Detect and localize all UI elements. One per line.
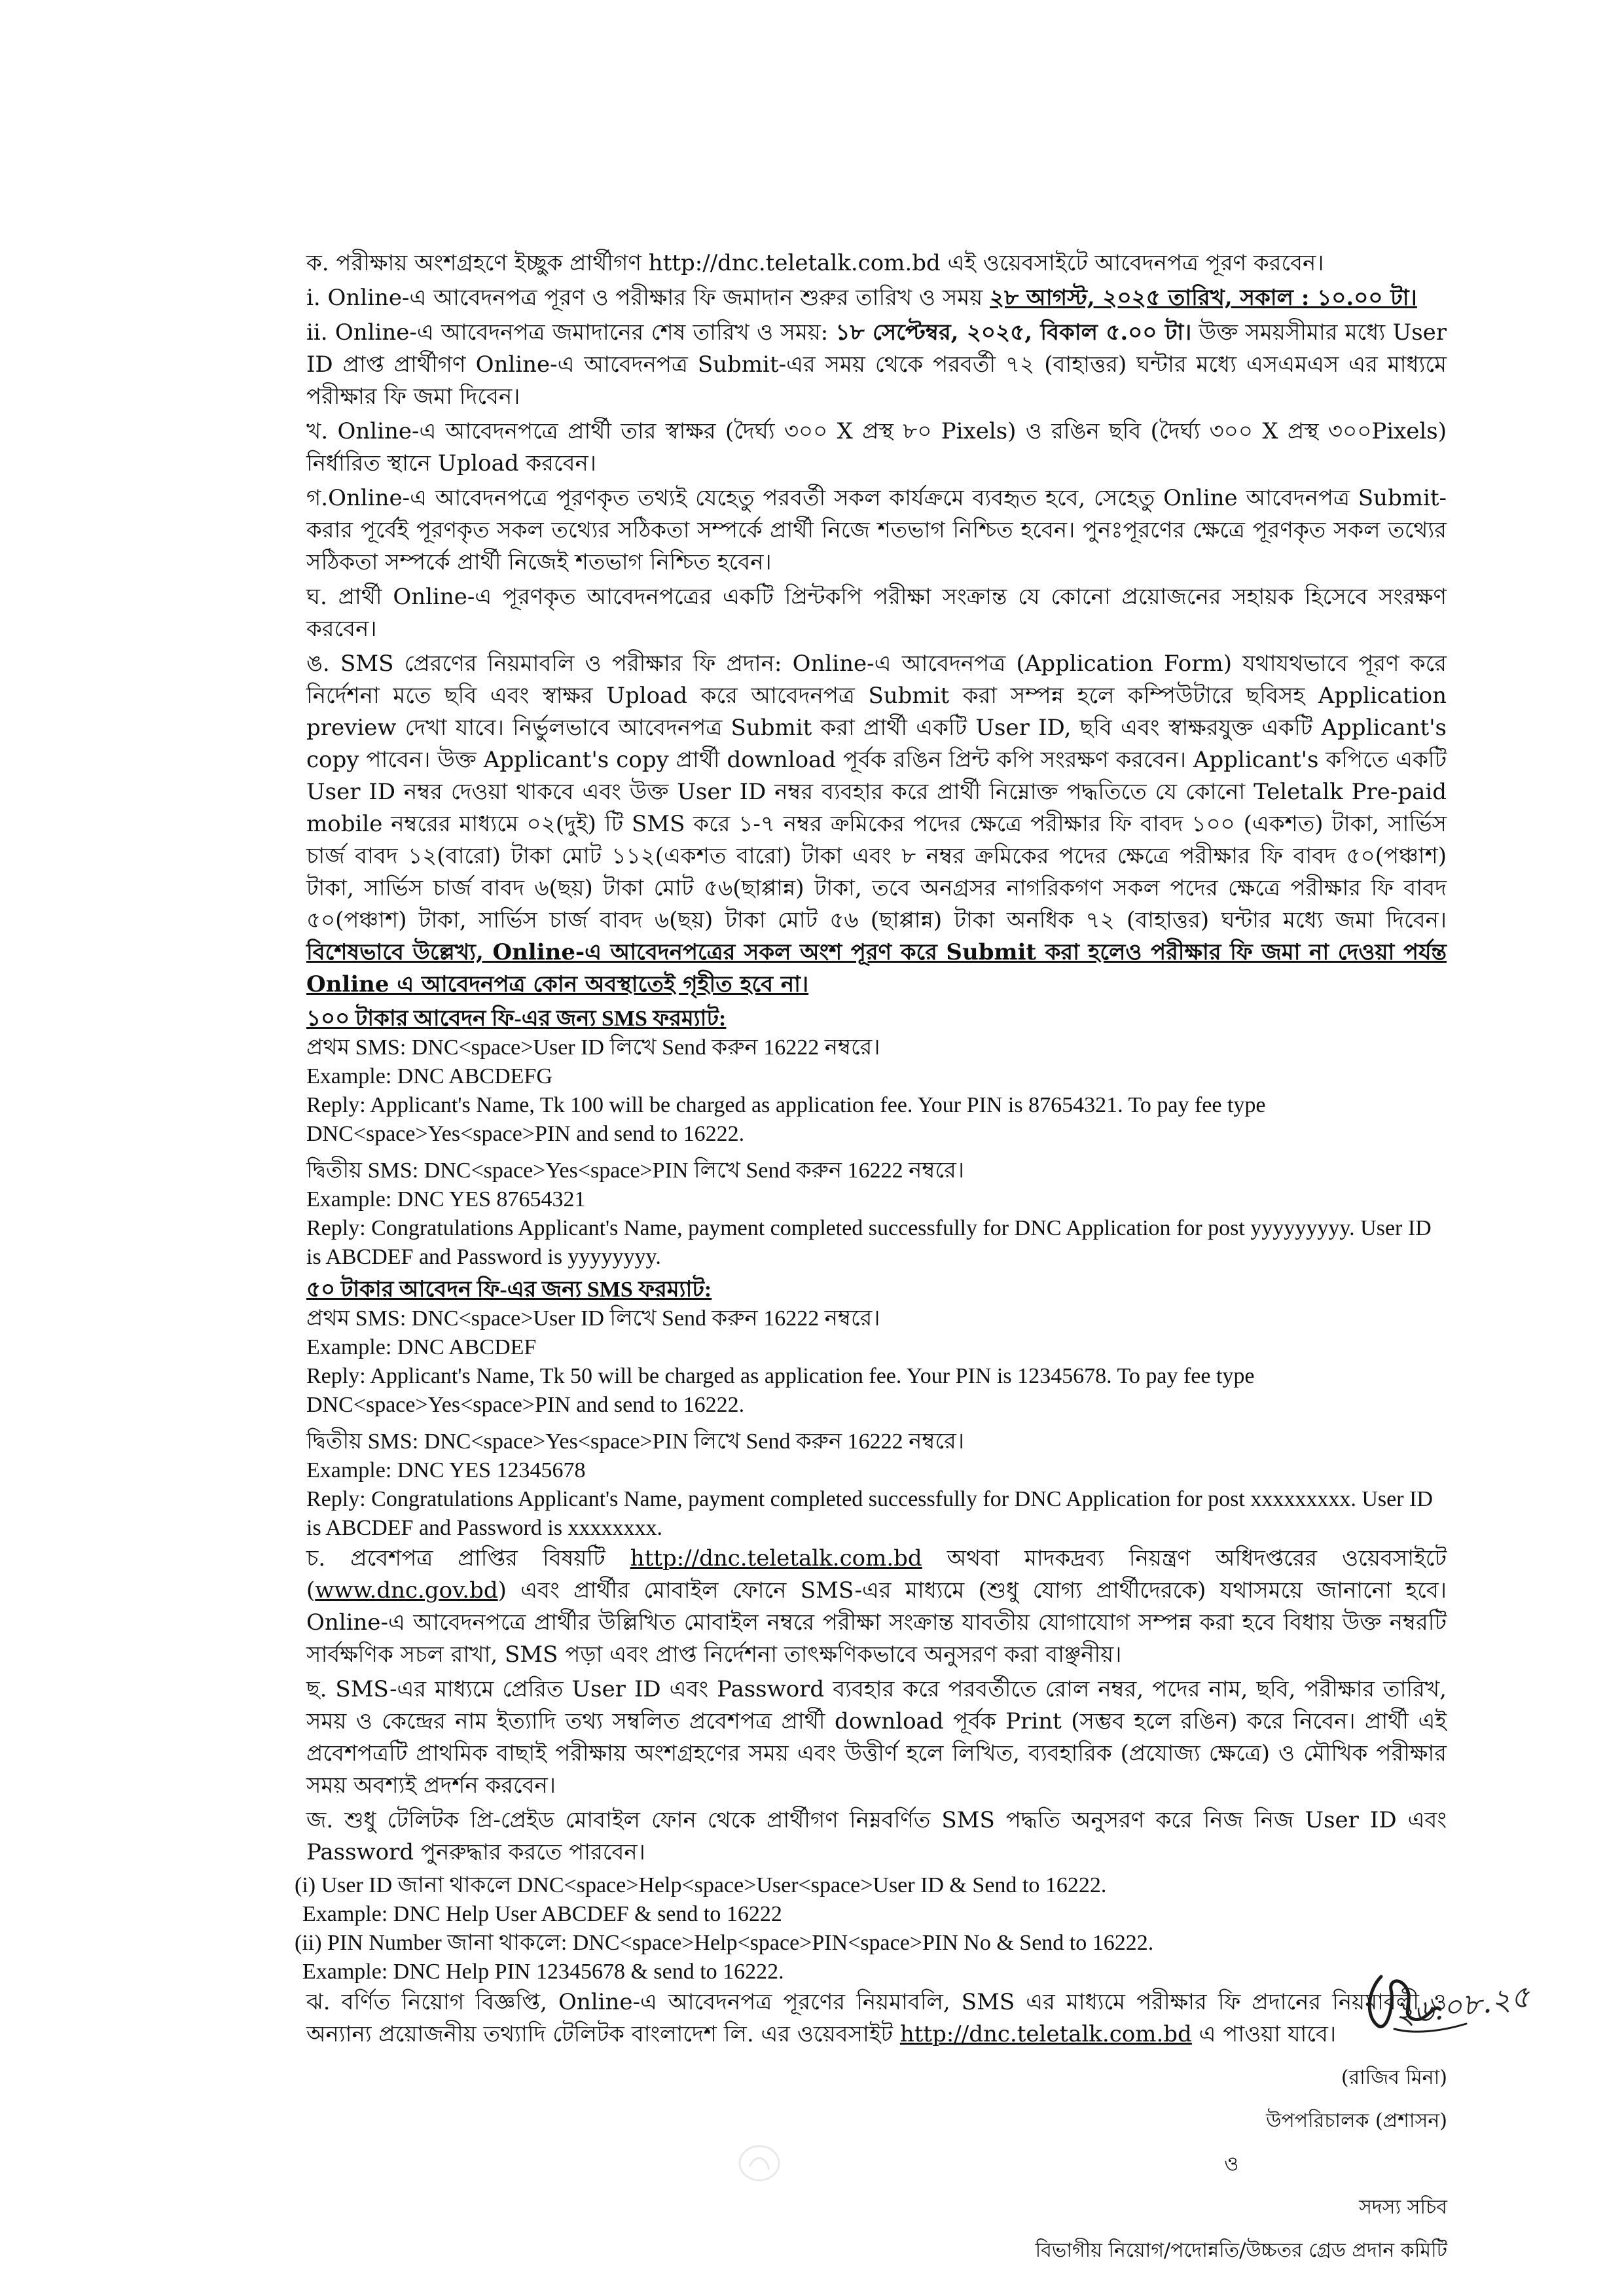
help-user-id: (i) User ID জানা থাকলে DNC<space>Help<space>User<space>User ID & Send to 16222.	[295, 1873, 1107, 1897]
signatory-role: সদস্য সচিব	[1359, 2196, 1447, 2219]
sms-100-first-example: Example: DNC ABCDEFG	[306, 1064, 552, 1088]
para-i	[306, 282, 1447, 314]
sms-50-second: দ্বিতীয় SMS: DNC<space>Yes<space>PIN লিখে Send করুন 16222 নম্বরে।	[306, 1429, 965, 1454]
sms-100-first-reply: Reply: Applicant's Name, Tk 100 will be charged as application fee. Your PIN is 87654321. To pay fee type DNC<space>Yes<space>PIN and send to 16222.	[306, 1093, 1266, 1146]
sms-50-first: প্রথম SMS: DNC<space>User ID লিখে Send করুন 16222 নম্বরে।	[306, 1306, 880, 1331]
dnc-gov-link[interactable]: www.dnc.gov.bd	[315, 1577, 498, 1604]
recovery-sms-list	[295, 1871, 1447, 1986]
sms-100-second: দ্বিতীয় SMS: DNC<space>Yes<space>PIN লিখে Send করুন 16222 নম্বরে।	[306, 1158, 965, 1183]
sms-50-first-example: Example: DNC ABCDEF	[306, 1335, 537, 1359]
signatory-name: (রাজিব মিনা)	[1341, 2066, 1447, 2089]
para-i-date: ২৮ আগস্ট, ২০২৫ তারিখ, সকাল : ১০.০০ টা।	[990, 285, 1417, 311]
para-ii-rest: উক্ত সময়সীমার মধ্যে User ID প্রাপ্ত প্রার্থীগণ Online-এ আবেদনপত্র Submit-এর সময় থেকে পরবর্তী ৭২ (বাহাত্তর) ঘন্টার মধ্যে এসএমএস এর মাধ্যমে পরীক্ষার ফি জমা দিবেন।	[306, 319, 1447, 410]
para-gha: ঘ. প্রার্থী Online-এ পূরণকৃত আবেদনপত্রের একটি প্রিন্টকপি পরীক্ষা সংক্রান্ত যে কোনো প্রয়োজনের সহায়ক হিসেবে সংরক্ষণ করবেন।	[306, 584, 1447, 642]
para-ga: গ.Online-এ আবেদনপত্রে পূরণকৃত তথ্যই যেহেতু পরবর্তী সকল কার্যক্রমে ব্যবহৃত হবে, সেহেতু Online আবেদনপত্র Submit-করার পূর্বেই পূরণকৃত সকল তথ্যের সঠিকতা সম্পর্কে প্রার্থী নিজে শতভাগ নিশ্চিত হবেন। পুনঃপূরণের ক্ষেত্রে পূরণকৃত সকল তথ্যের সঠিকতা সম্পর্কে প্রার্থী নিজেই শতভাগ নিশ্চিত হবেন।	[306, 485, 1447, 575]
para-ja: জ. শুধু টেলিটক প্রি-প্রেইড মোবাইল ফোন থেকে প্রার্থীগণ নিম্নবর্ণিত SMS পদ্ধতি অনুসরণ করে নিজ নিজ User ID এবং Password পুনরুদ্ধার করতে পারবেন।	[306, 1807, 1447, 1865]
help-user-id-example: Example: DNC Help User ABCDEF & send to 16222	[302, 1902, 782, 1926]
sms-100-first: প্রথম SMS: DNC<space>User ID লিখে Send করুন 16222 নম্বরে।	[306, 1035, 880, 1060]
sms-50-second-reply: Reply: Congratulations Applicant's Name, payment completed successfully for DNC Application for post xxxxxxxxx. User ID is ABCDEF and Password is xxxxxxxx.	[306, 1487, 1433, 1540]
sms-100-second-reply: Reply: Congratulations Applicant's Name, payment completed successfully for DNC Application for post yyyyyyyyy. User ID is ABCDEF and Password is yyyyyyyy.	[306, 1216, 1432, 1269]
help-pin: (ii) PIN Number জানা থাকলে: DNC<space>Help<space>PIN<space>PIN No & Send to 16222.	[295, 1931, 1154, 1955]
para-jha-post: এ পাওয়া যাবে।	[1191, 2021, 1337, 2047]
signatory-committee: বিভাগীয় নিয়োগ/পদোন্নতি/উচ্চতর গ্রেড প্রদান কমিটি	[1035, 2239, 1447, 2262]
para-cha	[306, 1543, 1447, 1671]
faint-stamp-mark	[733, 2140, 785, 2186]
para-uma-emphasis: বিশেষভাবে উল্লেখ্য, Online-এ আবেদনপত্রের সকল অংশ পূরণ করে Submit করা হলেও পরীক্ষার ফি জমা না দেওয়া পর্যন্ত Online এ আবেদনপত্র কোন অবস্থাতেই গৃহীত হবে না।	[306, 939, 1447, 997]
signature-date: ২৬.০৮.২৫	[1392, 1978, 1532, 2033]
teletalk-link[interactable]: http://dnc.teletalk.com.bd	[630, 1545, 922, 1571]
teletalk-link-footer[interactable]: http://dnc.teletalk.com.bd	[899, 2021, 1192, 2047]
sms-format-100	[306, 1005, 1447, 1272]
para-jha	[306, 1986, 1447, 2051]
para-ii	[306, 317, 1447, 413]
para-chha: ছ. SMS-এর মাধ্যমে প্রেরিত User ID এবং Password ব্যবহার করে পরবর্তীতে রোল নম্বর, পদের নাম, ছবি, পরীক্ষার তারিখ, সময় ও কেন্দ্রের নাম ইত্যাদি তথ্য সম্বলিত প্রবেশপত্র প্রার্থী download পূর্বক Print (সম্ভব হলে রঙিন) করে নিবেন। প্রার্থী এই প্রবেশপত্রটি প্রাথমিক বাছাই পরীক্ষায় অংশগ্রহণের সময় এবং উত্তীর্ণ হলে লিখিত, ব্যবহারিক (প্রযোজ্য ক্ষেত্রে) ও মৌখিক পরীক্ষার সময় অবশ্যই প্রদর্শন করবেন।	[306, 1676, 1447, 1799]
para-i-text: i. Online-এ আবেদনপত্র পূরণ ও পরীক্ষার ফি জমাদান শুরুর তারিখ ও সময়	[306, 285, 990, 311]
para-cha-post: ) এবং প্রার্থীর মোবাইল ফোনে SMS-এর মাধ্যমে (শুধু যোগ্য প্রার্থীদেরকে) যথাসময়ে জানানো হবে। Online-এ আবেদনপত্রে প্রার্থীর উল্লিখিত মোবাইল নম্বরে পরীক্ষা সংক্রান্ত যাবতীয় যোগাযোগ সম্পন্ন করা হবে বিধায় উক্ত নম্বরটি সার্বক্ষণিক সচল রাখা, SMS পড়া এবং প্রাপ্ত নির্দেশনা তাৎক্ষণিকভাবে অনুসরণ করা বাঞ্ছনীয়।	[306, 1577, 1447, 1668]
notice-body	[295, 247, 1447, 2053]
para-kha: খ. Online-এ আবেদনপত্রে প্রার্থী তার স্বাক্ষর (দৈর্ঘ্য ৩০০ X প্রস্থ ৮০ Pixels) ও রঙিন ছবি (দৈর্ঘ্য ৩০০ X প্রস্থ ৩০০Pixels) নির্ধারিত স্থানে Upload করবেন।	[306, 418, 1447, 476]
para-cha-mid: অথবা মাদকদ্রব্য নিয়ন্ত্রণ অধিদপ্তরের ওয়েবসাইটে (	[306, 1545, 1447, 1604]
sms-50-heading: ৫০ টাকার আবেদন ফি-এর জন্য SMS ফরম্যাট:	[306, 1278, 712, 1302]
sms-100-heading: ১০০ টাকার আবেদন ফি-এর জন্য SMS ফরম্যাট:	[306, 1007, 727, 1031]
signatory-conjunction: ও	[1224, 2153, 1239, 2176]
sms-50-first-reply: Reply: Applicant's Name, Tk 50 will be charged as application fee. Your PIN is 12345678. To pay fee type DNC<space>Yes<space>PIN and send to 16222.	[306, 1364, 1255, 1417]
sms-100-second-example: Example: DNC YES 87654321	[306, 1187, 586, 1211]
help-pin-example: Example: DNC Help PIN 12345678 & send to 16222.	[302, 1960, 784, 1984]
signatory-designation: উপপরিচালক (প্রশাসন)	[1266, 2109, 1447, 2132]
para-jha-pre: ঝ. বর্ণিত নিয়োগ বিজ্ঞপ্তি, Online-এ আবেদনপত্র পূরণের নিয়মাবলি, SMS এর মাধ্যমে পরীক্ষার ফি প্রদানের নিয়মাবলী ও অন্যান্য প্রয়োজনীয় তথ্যাদি টেলিটক বাংলাদেশ লি. এর ওয়েবসাইট	[306, 1989, 1447, 2047]
para-cha-pre: চ. প্রবেশপত্র প্রাপ্তির বিষয়টি	[306, 1545, 630, 1571]
para-uma-text: ঙ. SMS প্রেরণের নিয়মাবলি ও পরীক্ষার ফি প্রদান: Online-এ আবেদনপত্র (Application Form) যথাযথভাবে পূরণ করে নির্দেশনা মতে ছবি এবং স্বাক্ষর Upload করে আবেদনপত্র Submit করা সম্পন্ন হলে কম্পিউটারে ছবিসহ Application preview দেখা যাবে। নির্ভুলভাবে আবেদনপত্র Submit করা প্রার্থী একটি User ID, ছবি এবং স্বাক্ষরযুক্ত একটি Applicant's copy পাবেন। উক্ত Applicant's copy প্রার্থী download পূর্বক রঙিন প্রিন্ট কপি সংরক্ষণ করবেন। Applicant's কপিতে একটি User ID নম্বর দেওয়া থাকবে এবং উক্ত User ID নম্বর ব্যবহার করে প্রার্থী নিম্নোক্ত পদ্ধতিতে যে কোনো Teletalk Pre-paid mobile নম্বরের মাধ্যমে ০২(দুই) টি SMS করে ১-৭ নম্বর ক্রমিকের পদের ক্ষেত্রে পরীক্ষার ফি বাবদ ১০০ (একশত) টাকা, সার্ভিস চার্জ বাবদ ১২(বারো) টাকা মোট ১১২(একশত বারো) টাকা এবং ৮ নম্বর ক্রমিকের পদের ক্ষেত্রে পরীক্ষার ফি বাবদ ৫০(পঞ্চাশ) টাকা, সার্ভিস চার্জ বাবদ ৬(ছয়) টাকা মোট ৫৬(ছাপ্পান্ন) টাকা, তবে অনগ্রসর নাগরিকগণ সকল পদের ক্ষেত্রে পরীক্ষার ফি বাবদ ৫০(পঞ্চাশ) টাকা, সার্ভিস চার্জ বাবদ ৬(ছয়) টাকা মোট ৫৬ (ছাপ্পান্ন) টাকা অনধিক ৭২ (বাহাত্তর) ঘন্টার মধ্যে জমা দিবেন।	[306, 651, 1447, 933]
para-uma	[306, 648, 1447, 1001]
signatory-block	[1036, 2056, 1447, 2272]
para-ii-text: ii. Online-এ আবেদনপত্র জমাদানের শেষ তারিখ ও সময়:	[306, 319, 836, 346]
para-ka: ক. পরীক্ষায় অংশগ্রহণে ইচ্ছুক প্রার্থীগণ http://dnc.teletalk.com.bd এই ওয়েবসাইটে আবেদনপত্র পূরণ করবেন।	[306, 250, 1324, 276]
sms-50-second-example: Example: DNC YES 12345678	[306, 1458, 586, 1482]
para-ii-date: ১৮ সেপ্টেম্বর, ২০২৫, বিকাল ৫.০০ টা।	[835, 319, 1192, 346]
sms-format-50	[306, 1276, 1447, 1543]
